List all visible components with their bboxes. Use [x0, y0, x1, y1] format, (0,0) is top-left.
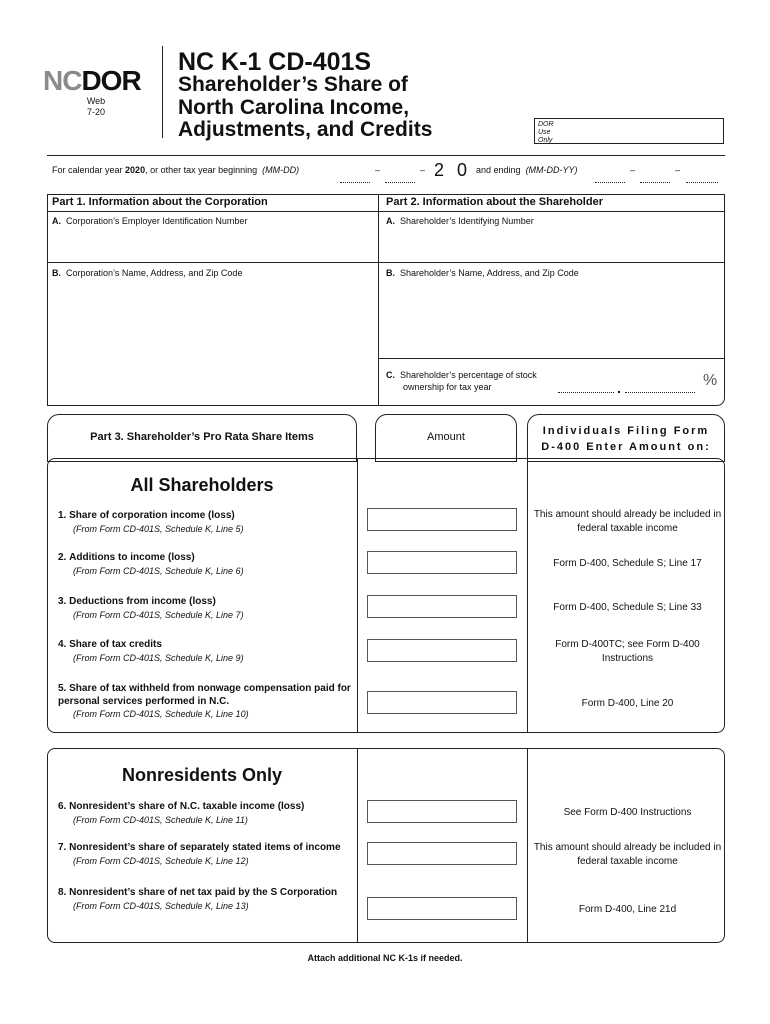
ending-label: and ending (MM-DD-YY)	[476, 165, 578, 175]
line-2-amount-input[interactable]	[367, 551, 517, 574]
line-3-amount-input[interactable]	[367, 595, 517, 618]
end-day-field[interactable]	[640, 168, 670, 183]
tax-year-label: For calendar year 2020, or other tax year beginning (MM-DD)	[52, 165, 300, 175]
d400-header: Individuals Filing Form D-400 Enter Amount on:	[541, 425, 711, 453]
line-1-amount-input[interactable]	[367, 508, 517, 531]
line-3-label: 3. Deductions from income (loss) (From Form CD-401S, Schedule K, Line 7)	[58, 596, 244, 620]
part2-c-label: C. Shareholder’s percentage of stock ownership for tax year	[386, 370, 537, 392]
line-7-amount-input[interactable]	[367, 842, 517, 865]
part1-a-label: A. Corporation’s Employer Identification Number	[52, 216, 248, 226]
line-8-amount-input[interactable]	[367, 897, 517, 920]
percent-sign: %	[703, 372, 718, 389]
line-1-destination: This amount should already be included in federal taxable income	[533, 509, 722, 534]
line-2-label: 2. Additions to income (loss) (From Form CD-401S, Schedule K, Line 6)	[58, 552, 244, 576]
line-4-label: 4. Share of tax credits (From Form CD-401S, Schedule K, Line 9)	[58, 639, 244, 663]
line-7-destination: This amount should already be included in federal taxable income	[533, 842, 722, 867]
nonresidents-heading: Nonresidents Only	[121, 765, 283, 785]
end-month-field[interactable]	[595, 168, 625, 183]
line-8-label: 8. Nonresident’s share of net tax paid by the S Corporation (From Form CD-401S, Schedule K, Line 13)	[58, 887, 338, 911]
part1-title: Part 1. Information about the Corporation	[52, 196, 268, 208]
shareholder-name-address-field[interactable]	[379, 281, 724, 357]
part1-b-label: B. Corporation’s Name, Address, and Zip Code	[52, 268, 243, 278]
ncdor-logo: NCDOR	[43, 65, 141, 96]
version-label: Web 7-20	[86, 96, 106, 117]
ownership-percent-decimal-field[interactable]	[625, 378, 695, 393]
part2-b-label: B. Shareholder’s Name, Address, and Zip Code	[386, 268, 579, 278]
line-6-destination: See Form D-400 Instructions	[563, 807, 692, 818]
begin-month-field[interactable]	[340, 168, 370, 183]
ownership-percent-whole-field[interactable]	[558, 378, 614, 393]
corporation-ein-field[interactable]	[48, 228, 377, 261]
footer-note: Attach additional NC K-1s if needed.	[307, 953, 463, 963]
end-year-field[interactable]	[686, 168, 718, 183]
line-6-label: 6. Nonresident’s share of N.C. taxable income (loss) (From Form CD-401S, Schedule K, Line 11)	[58, 801, 305, 825]
dor-use-only-box: DOR Use Only	[534, 118, 724, 144]
all-shareholders-heading: All Shareholders	[130, 475, 274, 495]
line-2-destination: Form D-400, Schedule S; Line 17	[553, 558, 702, 569]
line-4-amount-input[interactable]	[367, 639, 517, 662]
begin-day-field[interactable]	[385, 168, 415, 183]
line-4-destination: Form D-400TC; see Form D-400 Instructions	[555, 639, 700, 664]
line-7-label: 7. Nonresident’s share of separately stated items of income (From Form CD-401S, Schedule K, Line 12)	[58, 842, 341, 866]
line-5-label: 5. Share of tax withheld from nonwage compensation paid for personal services performed in N.C. (From Form CD-401S, Schedule K, Line 10)	[58, 683, 351, 719]
line-3-destination: Form D-400, Schedule S; Line 33	[553, 602, 702, 613]
line-8-destination: Form D-400, Line 21d	[578, 904, 677, 915]
begin-year-prefix: 2 0	[434, 160, 472, 180]
corporation-name-address-field[interactable]	[48, 281, 377, 405]
part2-title: Part 2. Information about the Shareholder	[386, 196, 603, 208]
header-divider	[162, 46, 163, 138]
shareholder-id-field[interactable]	[379, 228, 724, 261]
part3-title: Part 3. Shareholder’s Pro Rata Share Items	[90, 431, 314, 443]
line-5-destination: Form D-400, Line 20	[581, 698, 674, 709]
amount-header: Amount	[427, 431, 465, 443]
line-1-label: 1. Share of corporation income (loss) (From Form CD-401S, Schedule K, Line 5)	[58, 510, 244, 534]
line-5-amount-input[interactable]	[367, 691, 517, 714]
form-title: Shareholder’s Share of North Carolina Income, Adjustments, and Credits	[178, 73, 433, 141]
part2-a-label: A. Shareholder’s Identifying Number	[386, 216, 534, 226]
line-6-amount-input[interactable]	[367, 800, 517, 823]
form-id: NC K-1 CD-401S	[178, 48, 372, 76]
